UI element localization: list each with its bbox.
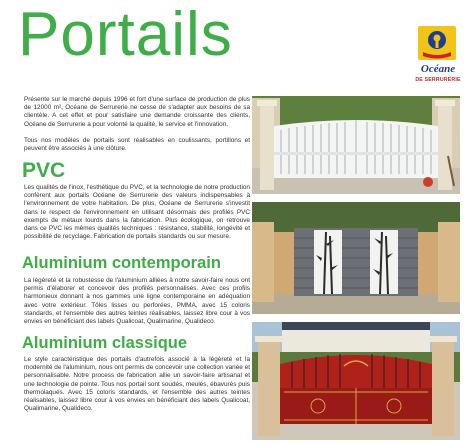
section-text-aluminium-classique: Le style caractéristique des portails d'autrefois associé à la légèreté et la modernité de l'aluminium, nous ont permis de concevoir une collection variée et personnalisable. Notre process de fabrication allie un savoir-faire artisanal et une technologie de pointe. Tous nos portail sont soudés, meulés, ébavurés puis thermolaqués. Avec 15 coloris standards, et l'ensemble des autres teintes réalisables, laissez libre cour à vos envies en bénéficiant des labels Qualicoat, Qualimarine, Qualideco. [24, 356, 250, 413]
section-title-aluminium-classique: Aluminium classique [22, 334, 188, 352]
logo-name: Océane [420, 63, 456, 75]
section-pvc [24, 184, 250, 241]
key-shield-logo-icon [418, 26, 456, 60]
section-aluminium-contemporain [24, 277, 250, 326]
section-aluminium-classique [24, 356, 250, 413]
photo-pvc-gate [252, 96, 460, 194]
logo-subtitle: DE SERRURERIE [415, 77, 461, 83]
photo-aluminium-classique-gate [252, 322, 460, 440]
section-title-pvc: PVC [22, 159, 66, 182]
page-title: Portails [18, 0, 233, 69]
section-title-aluminium-contemporain: Aluminium contemporain [22, 254, 221, 272]
oceane-logo [412, 26, 464, 90]
section-text-pvc: Les qualités de l'inox, l'esthétique du PVC, et la technologie de notre production confèrent aux portails Océane de Serrurerie des valeurs indispensables à l'environnement de votre habitation. De plus, Océane de Serrurerie s'investit dans le respect de l'environnement en utilisant désormais des profilés PVC exempts de métaux lourds dans la fabrication. Plus écologique, on retrouve dans ce PVC les mêmes qualités techniques : résistance, stabilité, longévité et possibilité de recyclage. Fabrication de portails standards ou sur mesure. [24, 184, 250, 241]
intro-block [24, 96, 250, 153]
photo-aluminium-contemporain-gate [252, 202, 460, 314]
intro-paragraph-2: Tous nos modèles de portails sont réalisables en coulissants, portillons et peuvent être associés à une clôture. [24, 136, 250, 153]
section-text-aluminium-contemporain: La légèreté et la robustesse de l'aluminium alliées à notre savoir-faire nous ont permis d'élaborer et concevoir des profilés personnalisés. Avec ces profils harmonieux donnant à nos gammes une ligne contemporaine en adéquation avec votre extérieur. Tôles lisses ou perforées, PMMA, avec 15 coloris standards, et l'ensemble des autres teintes réalisables, laissez libre cour à vos envies en bénéficiant des labels Qualicoat, Qualimarine, Qualideco. [24, 277, 250, 326]
intro-paragraph: Présente sur le marché depuis 1996 et fort d'une surface de production de plus de 12000 m², Océane de Serrurerie ne cesse de s'adapter aux besoins de sa clientèle. A cet effet et pour satisfaire une demande croissante des clients, Océane de Serrurerie a pour volonté la qualité, le service et l'innovation. [24, 96, 250, 128]
